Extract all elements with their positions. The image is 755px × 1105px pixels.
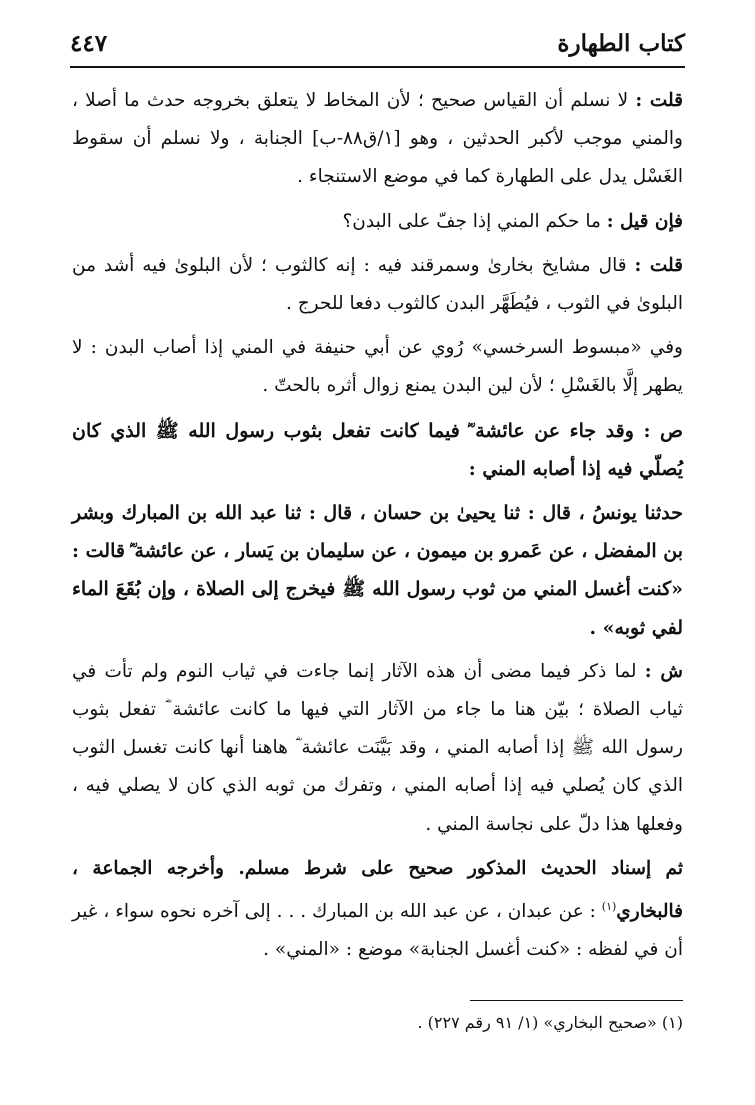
paragraph-text: لا نسلم أن القياس صحيح ؛ لأن المخاط لا يتعلق بخروجه حدث ما أصلا ، والمني موجب لأكبر الحدثين ، وهو [١/ق٨٨-ب] الجنابة ، ولا نسلم أن سقوط الغَسْل يدل على الطهارة كما في موضع الاستنجاء . — [72, 90, 683, 188]
paragraph-2 — [72, 203, 683, 241]
paragraph-lead: قلت : — [635, 90, 683, 111]
paragraph-8 — [72, 850, 683, 970]
paragraph-lead: ثم إسناد الحديث المذكور صحيح على شرط مسلم. وأخرجه الجماعة ، فالبخاري — [72, 857, 683, 923]
page-body — [72, 82, 683, 976]
paragraph-text: : عن عبدان ، عن عبد الله بن المبارك . . . إلى آخره نحوه سواء ، غير أن في لفظه : «كنت أغسل الجنابة» موضع : «المني» . — [72, 901, 683, 961]
paragraph-text: وقد جاء عن عائشة ؓ فيما كانت تفعل بثوب رسول الله ﷺ الذي كان يُصلّي فيه إذا أصابه المني : — [72, 419, 683, 480]
paragraph-6 — [72, 494, 683, 647]
footnote-ref: (١) — [601, 900, 617, 914]
paragraph-4 — [72, 329, 683, 405]
paragraph-1 — [72, 82, 683, 197]
paragraph-text: لما ذكر فيما مضى أن هذه الآثار إنما جاءت في ثياب النوم ولم تأت في ثياب الصلاة ؛ بيّن هنا ما جاء من الآثار التي فيها ما كانت عائشة ؓ تفعل بثوب رسول الله ﷺ إذا أصابه المني ، وقد بَيَّنَت عائشة ؓ هاهنا أنها كانت تغسل الثوب الذي كان يُصلي فيه إذا أصابه المني ، وتفرك من ثوبه الذي كان لا يصلي فيه ، وفعلها هذا دلّ على نجاسة المني . — [72, 660, 683, 835]
paragraph-lead: قلت : — [634, 254, 683, 276]
page-header — [70, 26, 685, 68]
page-number: ٤٤٧ — [70, 30, 108, 57]
footnote: (١) «صحيح البخاري» (١/ ٩١ رقم ٢٢٧) . — [417, 1013, 683, 1032]
paragraph-lead: فإن قيل : — [606, 210, 683, 232]
footnote-divider — [470, 1000, 683, 1001]
paragraph-text: قال مشايخ بخارىٰ وسمرقند فيه : إنه كالثوب ؛ لأن البلوىٰ فيه أشد من البلوىٰ في الثوب ، فيُطَهَّر البدن كالثوب دفعا للحرج . — [72, 254, 683, 315]
paragraph-lead: ش : — [644, 660, 683, 682]
paragraph-text: ما حكم المني إذا جفّ على البدن؟ — [342, 210, 607, 232]
paragraph-3 — [72, 247, 683, 323]
paragraph-lead: ص : — [643, 419, 683, 442]
paragraph-text: حدثنا يونسُ ، قال : ثنا يحيىٰ بن حسان ، قال : ثنا عبد الله بن المبارك وبشر بن المفضل ، عن عَمرو بن ميمون ، عن سليمان بن يَسار ، عن عائشة ؓ قالت : «كنت أغسل المني من ثوب رسول الله ﷺ فيخرج إلى الصلاة ، وإن بُقَعَ الماء لفي ثوبه» . — [72, 502, 683, 639]
paragraph-7 — [72, 653, 683, 844]
paragraph-5 — [72, 412, 683, 488]
paragraph-text: وفي «مبسوط السرخسي» رُوي عن أبي حنيفة في المني إذا أصاب البدن : لا يطهر إلَّا بالغَسْلِ ؛ لأن لين البدن يمنع زوال أثره بالحتّ . — [72, 337, 683, 397]
book-title: كتاب الطهارة — [557, 30, 685, 57]
